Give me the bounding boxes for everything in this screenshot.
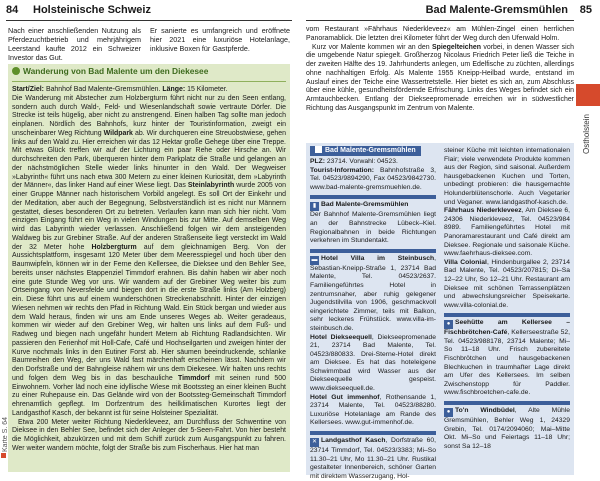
location-pin-icon <box>12 67 20 75</box>
section-bar <box>310 249 436 253</box>
info-header: Bad Malente-Gremsmühlen <box>310 146 421 156</box>
paragraph: Er sanierte es umfangreich und eröffnete hier 2021 eine luxuriöse Hotelanlage, inklusive Boxen für Gastpferde. <box>150 26 290 54</box>
cutlery-icon: ✕ <box>311 439 318 446</box>
coffee-icon: ● <box>444 320 453 329</box>
info-column-1 <box>310 158 436 481</box>
left-running-title: Holsteinische Schweiz <box>33 4 151 16</box>
train-icon: ▮ <box>310 202 319 211</box>
right-top-text <box>306 26 574 114</box>
left-header-rule <box>6 20 292 21</box>
arrival-text: Der Bahnhof Malente-Gremsmühlen liegt an der Bahnstrecke Lübeck–Kiel. Regionalbahnen in beide Richtungen verkehren im Stundentakt. <box>310 211 436 245</box>
right-page-number: 85 <box>579 4 592 16</box>
map-reference-marker <box>1 453 6 458</box>
hike-body <box>12 86 286 454</box>
restaurant-entry: Fährhaus Niederkleveez, Am Dieksee 6, 24306 Niederkleveez, Tel. 04523/984 8989. Familiengeführtes Hotel mit Panoramarestaurant und Café direkt am Dieksee. Regionale und saisonale Küche. www.faehrhaus-dieksee.com. <box>444 207 570 258</box>
left-page-number: 84 <box>6 4 19 16</box>
section-bar <box>444 401 570 405</box>
arrival-heading: ▮ Bad Malente-Gremsmühlen <box>310 201 436 211</box>
tourist-info: Tourist-Information: Bahnhofstraße 3, Tel. 04523/9894290, Fax 04523/9842730. www.bad-malente-gremsmuehlen.de. <box>310 166 436 191</box>
restaurant-entry: ✕ Landgasthof Kasch, Dorfstraße 60, 23714 Timmdorf, Tel. 04523/3383; Mi–So 11.30–21 Uhr, Mo 11.30–21 Uhr. Rustikal gestalteter Innenbereich, schöner Garten mit direktem Wasserzugang, Hol- <box>310 437 436 480</box>
postcode: PLZ: 23714. Vorwahl: 04523. <box>310 158 398 165</box>
hike-title-row <box>12 66 208 76</box>
hike-box <box>8 64 290 472</box>
hike-meta: Start/Ziel: Bahnhof Bad Malente-Gremsmühlen. Länge: 15 Kilometer. <box>12 86 228 93</box>
chapter-tab <box>576 84 600 106</box>
section-bar <box>310 195 436 199</box>
right-running-title: Bad Malente-Gremsmühlen <box>425 4 568 16</box>
map-reference: Karte S. 64 <box>2 417 9 453</box>
restaurant-text: steiner Küche mit leichten internationalen Flair; viele verwendete Produkte kommen aus der Region, sind saisonal. Außerdem hausgebackenen Kuchen und Torten, unbedingt probieren: die hausgemachte Holunderblütenschorle. Auch Vegetarier und Veganer. www.landgasthof-kasch.de. <box>444 147 570 206</box>
section-bar <box>310 431 436 435</box>
coffee-icon: ● <box>444 408 453 417</box>
left-top-column-2 <box>150 26 290 53</box>
section-bar <box>444 313 570 317</box>
info-icon <box>315 146 322 153</box>
hotel-entry: Hotel Gut immenhof, Rothensande 1, 23714 Malente, Tel. 04523/88280. Luxuriöse Hotelanlage am Rande des Kellersees. www.gut-immenhof.de. <box>310 393 436 427</box>
hike-title: Wanderung von Bad Malente um den Diekesee <box>23 66 209 76</box>
hike-title-rule <box>12 81 286 82</box>
cafe-entry: ● Seehütte am Kellersee – Fischbrötchen-Café, Kellerseestraße 52, Tel. 04523/988178, 23714 Malente; Mi–So 11–18 Uhr. Frisch zubereitete Fischbrötchen und hausgebackenen Blechkuchen in traumhafter Lage direkt am Ufer des Kellersees. Im selben Zwischenstopp für Paddler. www.fischbroetchen-cafe.de. <box>444 319 570 397</box>
paragraph: Nach einer anschließenden Nutzung als Pferdezuchtbetrieb und mehrjährigem Leerstand kaufte 2012 ein Schweizer Investor das Gut. <box>8 26 141 63</box>
info-box <box>306 143 574 480</box>
paragraph: Kurz vor Malente kommen wir an den Spiegelteichen vorbei, in denen Wasser sich die umgebende Natur spiegelt. Großherzog Nicolaus Friedrich Peter ließ die Teiche in der zweiten Hälfte des 19. Jahrhunderts anlegen, um Edelfische zu züchten, allerdings ohne nachhaltigen Erfolg. Als Malente 1955 Kneipp-Heilbad wurde, entstand im Auslauf eines der Teiche eine Wassertretstelle. Hier bietet es sich an, zum Abschluss über eine kühle, gesundheitsfördernde Erfrischung. Links des Weges befindet sich ein Armtauchbecken. Entlang der Diekseepromenade erreichen wir in südwestlicher Richtung das Ausgangspunkt im Zentrum von Malente. <box>306 43 574 112</box>
paragraph: vom Restaurant »Fährhaus Niederkleveez« am Mühlen-Zingel einen herrlichen Panoramablick. Die letzten drei Kilometer führt der Weg durch den Uferwald Holm. <box>306 26 574 42</box>
info-column-2 <box>444 147 570 451</box>
cafe-entry: ● To'n Windbüdel, Alte Mühle Gremsmühlen, Behler Weg 1, 24329 Grebin, Tel. 0174/2094060; Mai–Mitte Okt. Mi–So und Feiertags 11–18 Uhr; sonst Sa 12–18 <box>444 407 570 450</box>
hike-text: Die Wanderung mit Abstecher zum Holzbergturm führt nicht nur zu den Seen entlang, sondern auch durch Wald-, Feld- und Wiesenlandschaft sowie vertraute Dörfer. Die Strecke ist teils hügelig, aber nicht zu anstrengend. Einen halben Tag sollte man jedoch einplanen. Nördlich des Bahnhofs, kurz hinter der Touristinformation, zweigt ein unscheinbarer Weg Richtung Wildpark ab. Wir durchqueren eine Streuobstwiese, gehen links auf den Wald zu. Hier erreichen wir das 12 Hektar große Gehege über eine Treppe. Mit etwas Glück treffen wir auf der Lichtung ein paar Rehe oder Hirsche an. Wir durchschreiten den Park, überqueren hinter dem Parkplatz die Straße und gelangen an der nächstmöglichen Stelle wieder links hinunter in den Wald. Der Wegweiser »Labyrinth« führt uns nach etwa 300 Metern zu einer kleinen Kuriosität, dem »Labyrinth der Männer«, das linker Hand auf einer Wiese liegt. Das Steinlabyrinth wurde 2005 von einer Gruppe Männer nach historischem Vorbild angelegt. Es soll Ort der Einkehr und der Meditation, aber auch der Begegnung, Selbstverständlich ist es nicht nur Männern gestattet, dieses besonderen Ort zu betreten. Verlaufen kann man sich hier nicht. Vom einzigen Eingang führt ein Weg in vielen Windungen bis zur Mitte. Auf demselben Weg wird das Labyrinth wieder verlassen. Anschließend folgen wir dem ansteigenden Waldweg bis zur Grebiner Straße. Auf der anderen Straßenseite liegt versteckt im Wald der 32 Meter hohe Holzbergturm auf dem gleichnamigen Berg. Von der Aussichtsplattform, insgesamt 120 Meter über dem Meeresspiegel und hoch über den Baumwipfeln, können wir in der Ferne den Kellersee, die Dieksee und den Behler See, bereits unser nächstes Etappenziel Timmdorf erahnen. Bis dahin haben wir aber noch eine gute Stunde Weg vor uns. Wir wandern auf der Grebiner Weg weiter bis zum Ortseingang von Neversfelde und biegen dort in die erste Straße links (Am Holzberg) ein. Diese führt uns auf einem wunderschönen Streckenabschnitt. Hinter der einzigen Wiesen nehmen wir rechts den Pfad in Richtung Wald. Ein Stück bergan und wieder aus dem Wald heraus, finden wir uns am Ende unseres Weges ab. Weiter geradeaus, kommen wir wieder auf den Grebiner Weg, wir halten uns links auf dem Fuß- und Radweg und biegen nach ungefähr hundert Metern ab Richtung Radlandsichten. Wir passieren den Ferienhof mit Holl-Cafe, Café und Hochseilgarten und zweigen hinter der Kurve nochmals links in den Eutiner Forst ab. Hier säumen beeindruckende, schlanke Baumreihen den Weg, der uns Wald fast märchenhaft erscheinen lässt. Nachdem wir den Dorfstraße und der Bahngleise nähern wir uns dem Diekesee. Wir halten uns rechts und folgen dem Weg bis in das beschauliche Timmdorf mit seinen rund 500 Einwohnern. Vorher läd noch eine idyllische Wiese mit Bootssteg an einer kleinen Bucht zu einer Ruhepause ein. Das Gelände wird von der Bootssteg-Gemeinschaft Timmdorf ehrenamtlich gepflegt. Im Dorfzentrum des heilklimatischen Kurortes liegt der Landgasthof Kasch, der bekannt ist für seine Holsteiner Spezialität. <box>12 94 287 417</box>
left-page-header <box>0 0 300 22</box>
right-header-rule <box>306 20 574 21</box>
hotel-entry: Hotel Diekseequell, Diekseepromenade 21, 23714 Bad Malente, Tel. 04523/880833. Drei-Sterne-Hotel direkt am Dieksee. Es hat das hoteleigene Schwimmbad wird Wasser aus der Diekseequelle gespeist. www.diekseequell.de. <box>310 333 436 393</box>
restaurant-entry: Villa Colonial, Hindenburgallee 2, 23714 Bad Malente, Tel. 04523/207815; Di–Sa 12–22 Uhr, So 12–21 Uhr. Restaurant am Dieksee mit schönen Terrassenplätzen und abwechslungsreicher Speisekarte. www.villa-colonial.de. <box>444 258 570 309</box>
left-top-column-1 <box>8 26 141 62</box>
hike-text-end: Etwa 200 Meter weiter Richtung Niederkleveez, am Durchfluss der Schwentine von Dieksee in den Behler See, befindet sich der Anleger der 5-Seen-Fahrt. Von hier besteht die Möglichkeit, abzukürzen und mit dem Schiff zurück zum Ausgangspunkt zu fahren. Wer weiter wandern möchte, folgt der Straße bis zum Fischerhaus. Hier hat man <box>12 418 286 452</box>
right-page-header <box>300 0 600 22</box>
hotel-entry: ▬ Hotel Villa im Steinbusch, Sebastian-Kneipp-Straße 1, 23714 Bad Malente, Tel. 04523/2637. Familiengeführtes Hotel in zentrumsnaher, aber ruhig gelegener Jugendstilvilla von 1906, geschmackvoll eingerichtete Zimmer, teils mit Balkon, sehr leckeres Frühstück. www.villa-im-steinbusch.de. <box>310 254 436 332</box>
chapter-region-label: Ostholstein <box>582 114 591 155</box>
bed-icon: ▬ <box>311 256 318 263</box>
